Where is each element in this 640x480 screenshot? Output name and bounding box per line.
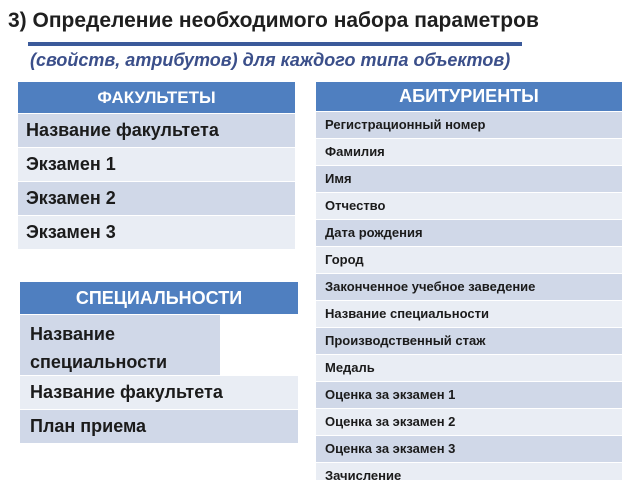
applicants-row: Фамилия bbox=[316, 139, 622, 165]
applicants-row: Название специальности bbox=[316, 301, 622, 327]
applicants-row: Медаль bbox=[316, 355, 622, 381]
faculties-table bbox=[18, 82, 295, 249]
applicants-row: Оценка за экзамен 1 bbox=[316, 382, 622, 408]
applicants-row: Дата рождения bbox=[316, 220, 622, 246]
applicants-header: АБИТУРИЕНТЫ bbox=[316, 82, 622, 111]
applicants-row: Отчество bbox=[316, 193, 622, 219]
slide-subtitle: (свойств, атрибутов) для каждого типа объектов) bbox=[30, 50, 511, 70]
specialties-table bbox=[20, 282, 298, 443]
specialties-row: Название специальности bbox=[20, 315, 220, 375]
title-underline bbox=[28, 42, 522, 46]
applicants-row: Оценка за экзамен 2 bbox=[316, 409, 622, 435]
faculties-row: Название факультета bbox=[18, 114, 295, 147]
faculties-row: Экзамен 3 bbox=[18, 216, 295, 249]
applicants-table bbox=[316, 82, 622, 480]
applicants-row: Законченное учебное заведение bbox=[316, 274, 622, 300]
applicants-row: Зачисление bbox=[316, 463, 622, 480]
specialties-row: План приема bbox=[20, 410, 298, 443]
faculties-header: ФАКУЛЬТЕТЫ bbox=[18, 82, 295, 113]
slide-title: 3) Определение необходимого набора параметров bbox=[8, 9, 539, 32]
specialties-header: СПЕЦИАЛЬНОСТИ bbox=[20, 282, 298, 314]
faculties-row: Экзамен 2 bbox=[18, 182, 295, 215]
applicants-row: Регистрационный номер bbox=[316, 112, 622, 138]
specialties-row: Название факультета bbox=[20, 376, 298, 409]
applicants-row: Имя bbox=[316, 166, 622, 192]
applicants-row: Производственный стаж bbox=[316, 328, 622, 354]
applicants-row: Город bbox=[316, 247, 622, 273]
faculties-row: Экзамен 1 bbox=[18, 148, 295, 181]
applicants-row: Оценка за экзамен 3 bbox=[316, 436, 622, 462]
